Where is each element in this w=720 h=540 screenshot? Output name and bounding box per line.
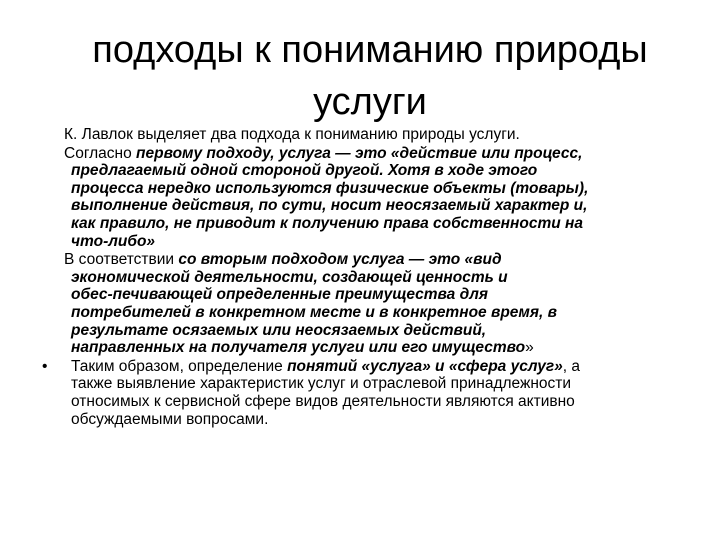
paragraph-line: выполнение действия, по сути, носит неосязаемый характер и, — [71, 197, 588, 215]
emphasis-text: понятий «услуга» и «сфера услуг» — [287, 357, 563, 375]
paragraph-line — [64, 251, 684, 269]
title-line-2: услуги — [313, 81, 427, 123]
slide-title — [40, 24, 700, 128]
paragraph-first-approach — [64, 145, 684, 251]
paragraph-line: экономической деятельности, создающей ценность и — [71, 268, 508, 286]
paragraph-line: предлагаемый одной стороной другой. Хотя в ходе этого — [71, 162, 538, 180]
emphasis-text: направленных на получателя услуги или его имущество — [71, 339, 526, 357]
paragraph-line: процесса нередко используются физические объекты (товары), — [71, 179, 589, 197]
paragraph-line — [64, 358, 684, 376]
paragraph-lavlock — [64, 126, 684, 144]
paragraph-line: относимых к сервисной сфере видов деятельности являются активно — [71, 392, 575, 410]
paragraph-line: как правило, не приводит к получению права собственности на — [71, 214, 584, 232]
paragraph-line: обес-печивающей определенные преимущества для — [71, 286, 488, 304]
paragraph-line: что-либо» — [71, 232, 156, 250]
paragraph-tail: , а — [562, 357, 581, 375]
paragraph-line: К. Лавлок выделяет два подхода к пониманию природы услуги. — [64, 126, 520, 143]
paragraph-line: потребителей в конкретном месте и в конкретное время, в — [71, 303, 557, 321]
paragraph-lead: Таким образом, определение — [71, 357, 288, 375]
paragraph-lead: В соответствии — [64, 251, 179, 269]
paragraph-second-approach — [64, 251, 684, 357]
paragraph-line: обсуждаемыми вопросами. — [71, 410, 269, 428]
paragraph-line: также выявление характеристик услуг и отраслевой принадлежности — [71, 375, 572, 393]
emphasis-text: со вторым подходом услуга — это «вид — [178, 251, 502, 269]
paragraph-line — [64, 339, 684, 357]
paragraph-conclusion — [42, 357, 684, 428]
paragraph-tail: » — [525, 339, 534, 357]
slide-body — [42, 126, 684, 429]
paragraph-line: результате осязаемых или неосязаемых действий, — [71, 321, 487, 339]
bullet-icon: • — [42, 357, 48, 375]
paragraph-line — [64, 145, 684, 163]
title-line-1: подходы к пониманию природы — [92, 29, 648, 71]
paragraph-lead: Согласно — [64, 144, 137, 162]
emphasis-text: первому подходу, услуга — это «действие или процесс, — [136, 144, 583, 162]
